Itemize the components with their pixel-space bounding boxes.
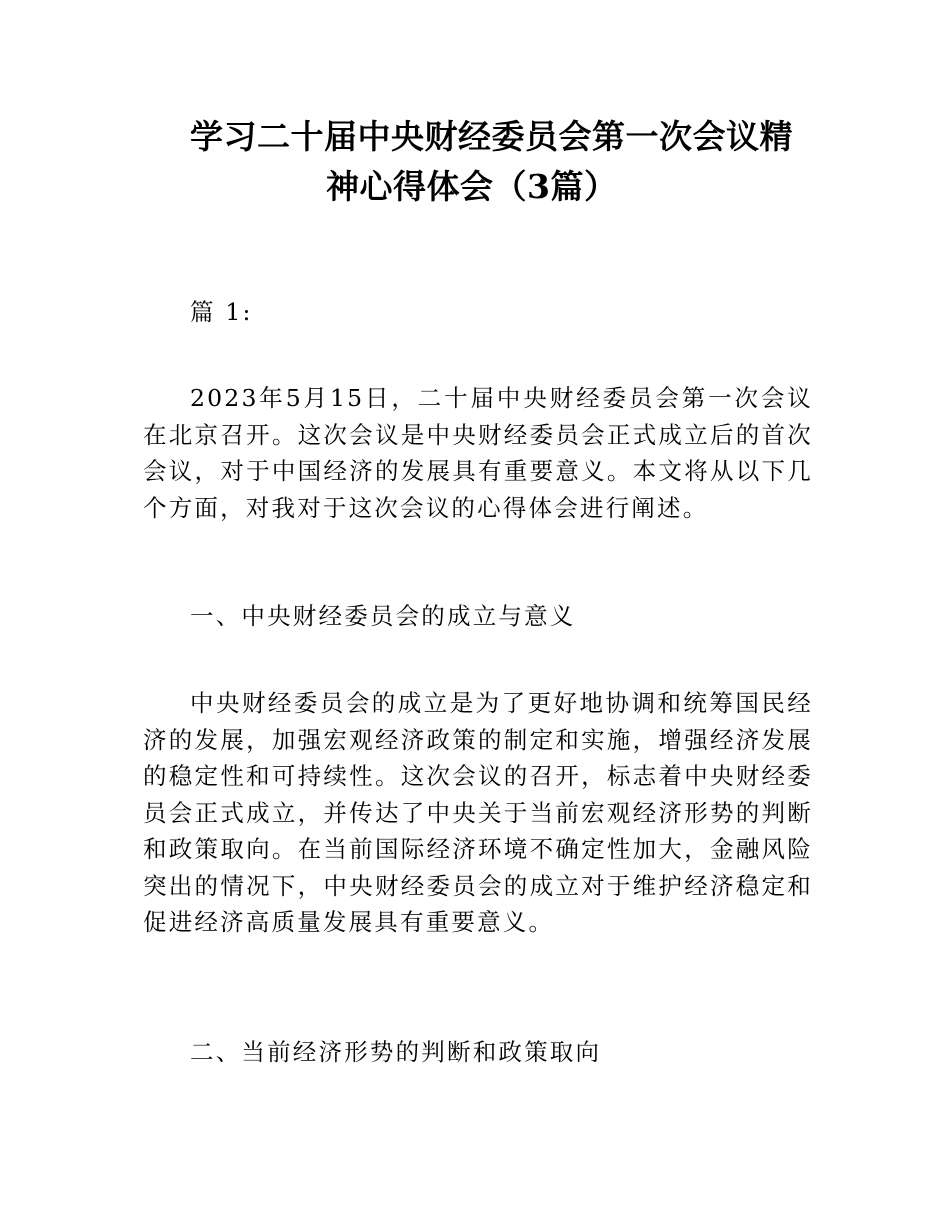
- paragraph-body-1: 中央财经委员会的成立是为了更好地协调和统筹国民经济的发展，加强宏观经济政策的制定和实施，增强经济发展的稳定性和可持续性。这次会议的召开，标志着中央财经委员会正式成立，并传达了中央关于当前宏观经济形势的判断和政策取向。在当前国际经济环境不确定性加大，金融风险突出的情况下，中央财经委员会的成立对于维护经济稳定和促进经济高质量发展具有重要意义。: [143, 689, 813, 936]
- section-heading-2: 二、当前经济形势的判断和政策取向: [190, 1038, 602, 1066]
- document-title: [190, 112, 830, 212]
- title-line-2: 神心得体会（3篇）: [326, 167, 618, 206]
- section-heading-1: 一、中央财经委员会的成立与意义: [190, 602, 576, 630]
- section-label: 篇 1:: [190, 298, 253, 326]
- title-line-1: 学习二十届中央财经委员会第一次会议精: [190, 117, 793, 156]
- paragraph-intro: 2023年5月15日，二十届中央财经委员会第一次会议在北京召开。这次会议是中央财经委员会正式成立后的首次会议，对于中国经济的发展具有重要意义。本文将从以下几个方面，对我对于这次会议的心得体会进行阐述。: [143, 384, 813, 522]
